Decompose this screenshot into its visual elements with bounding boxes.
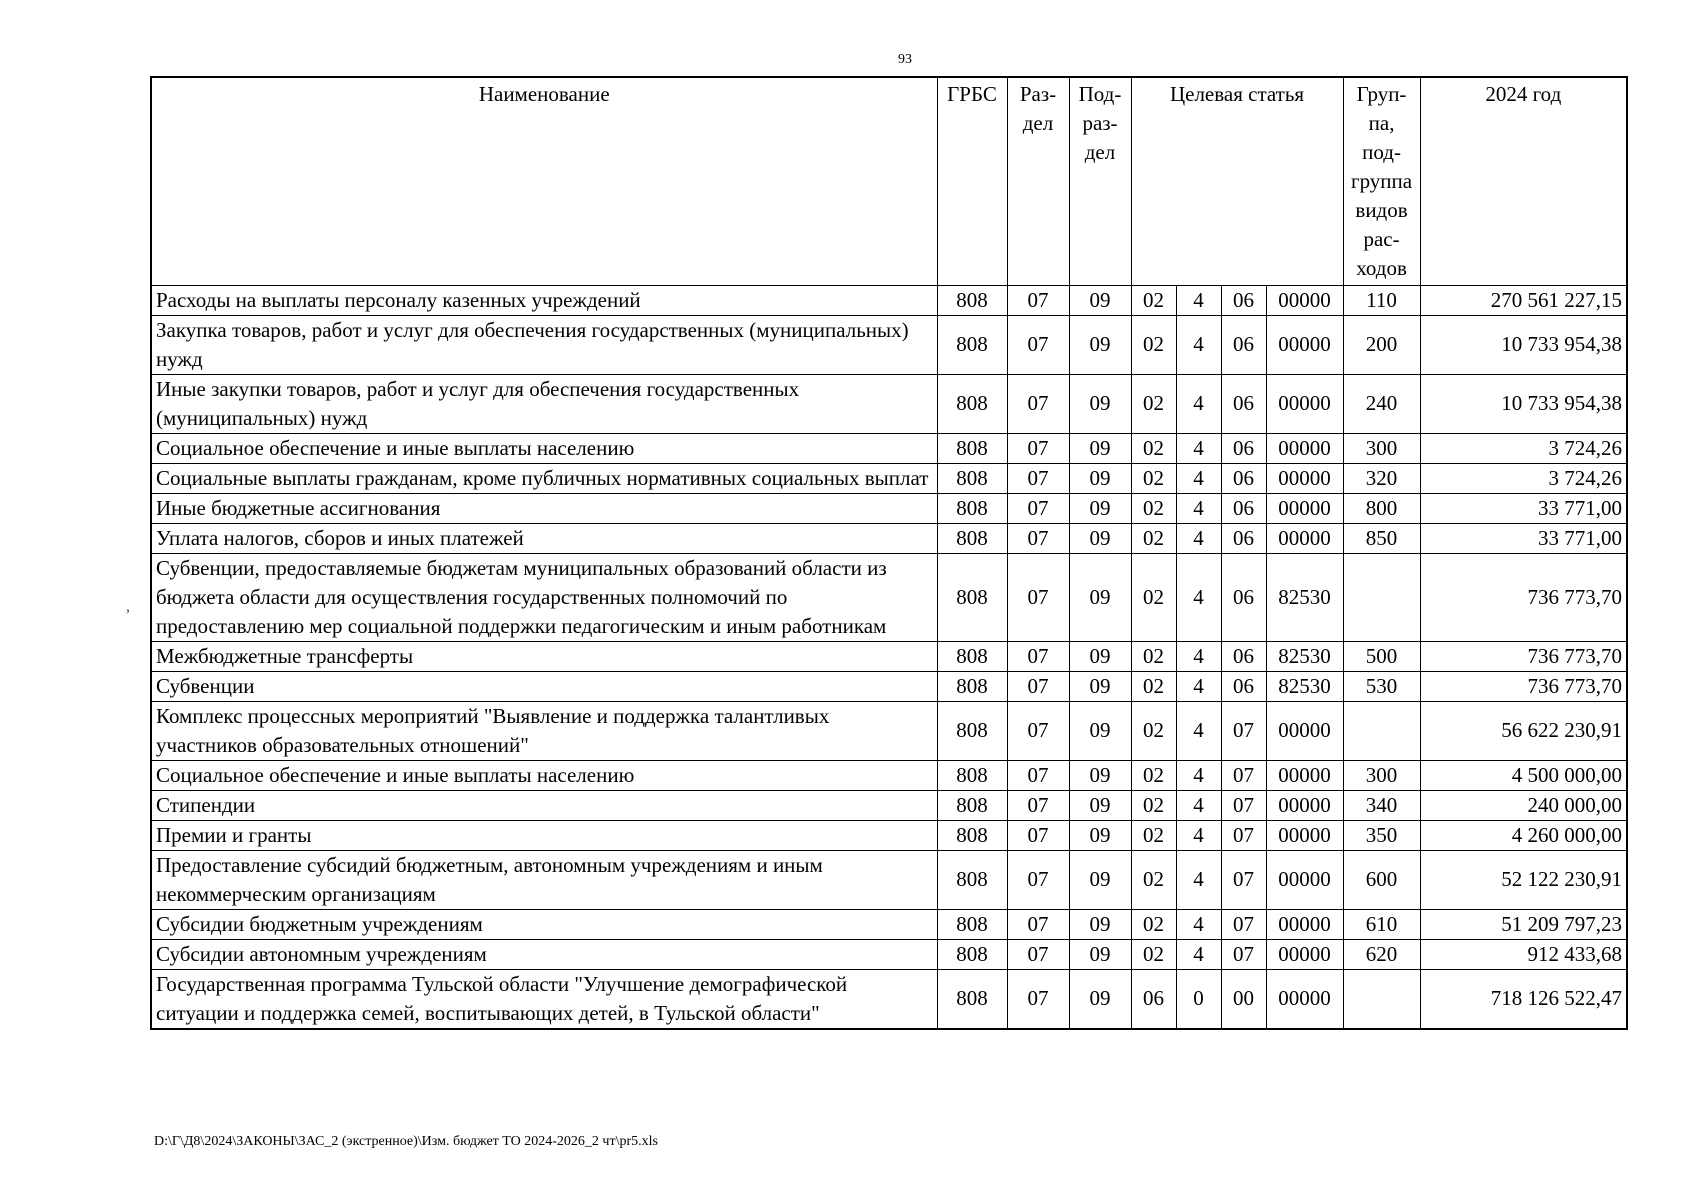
target-type-cell: 4 <box>1176 850 1221 909</box>
target-type-cell: 4 <box>1176 433 1221 463</box>
table-row <box>151 523 1627 553</box>
target-direction-cell: 00000 <box>1266 523 1343 553</box>
header-name: Наименование <box>151 77 937 285</box>
target-direction-cell: 00000 <box>1266 909 1343 939</box>
target-program-cell: 02 <box>1131 553 1176 641</box>
target-program-cell: 02 <box>1131 285 1176 315</box>
amount-2024-cell: 240 000,00 <box>1420 790 1627 820</box>
row-name-cell: Уплата налогов, сборов и иных платежей <box>151 523 937 553</box>
podrazdel-cell: 09 <box>1069 433 1131 463</box>
grbs-cell: 808 <box>937 939 1007 969</box>
razdel-cell: 07 <box>1007 523 1069 553</box>
grbs-cell: 808 <box>937 285 1007 315</box>
target-direction-cell: 00000 <box>1266 969 1343 1029</box>
podrazdel-cell: 09 <box>1069 463 1131 493</box>
razdel-cell: 07 <box>1007 285 1069 315</box>
target-direction-cell: 82530 <box>1266 641 1343 671</box>
target-direction-cell: 00000 <box>1266 790 1343 820</box>
table-row <box>151 315 1627 374</box>
table-row <box>151 790 1627 820</box>
target-type-cell: 4 <box>1176 493 1221 523</box>
budget-table <box>150 76 1628 1030</box>
target-type-cell: 4 <box>1176 641 1221 671</box>
target-program-cell: 02 <box>1131 493 1176 523</box>
target-complex-cell: 06 <box>1221 315 1266 374</box>
target-type-cell: 4 <box>1176 820 1221 850</box>
razdel-cell: 07 <box>1007 850 1069 909</box>
target-direction-cell: 00000 <box>1266 850 1343 909</box>
expense-group-cell: 350 <box>1343 820 1420 850</box>
podrazdel-cell: 09 <box>1069 553 1131 641</box>
podrazdel-cell: 09 <box>1069 374 1131 433</box>
row-name-cell: Премии и гранты <box>151 820 937 850</box>
target-program-cell: 02 <box>1131 523 1176 553</box>
target-type-cell: 4 <box>1176 909 1221 939</box>
podrazdel-cell: 09 <box>1069 820 1131 850</box>
target-program-cell: 02 <box>1131 641 1176 671</box>
target-complex-cell: 06 <box>1221 285 1266 315</box>
target-complex-cell: 07 <box>1221 760 1266 790</box>
row-name-cell: Предоставление субсидий бюджетным, автономным учреждениям и иным некоммерческим организациям <box>151 850 937 909</box>
razdel-cell: 07 <box>1007 463 1069 493</box>
footer-file-path: D:\Г\Д8\2024\ЗАКОНЫ\ЗАС_2 (экстренное)\Изм. бюджет ТО 2024-2026_2 чт\pr5.xls <box>154 1134 658 1149</box>
row-name-cell: Иные бюджетные ассигнования <box>151 493 937 523</box>
target-type-cell: 4 <box>1176 790 1221 820</box>
target-direction-cell: 00000 <box>1266 760 1343 790</box>
grbs-cell: 808 <box>937 671 1007 701</box>
target-direction-cell: 00000 <box>1266 463 1343 493</box>
razdel-cell: 07 <box>1007 969 1069 1029</box>
target-type-cell: 4 <box>1176 463 1221 493</box>
expense-group-cell: 800 <box>1343 493 1420 523</box>
grbs-cell: 808 <box>937 701 1007 760</box>
grbs-cell: 808 <box>937 969 1007 1029</box>
header-expense-group: Груп- па, под- группа видов рас- ходов <box>1343 77 1420 285</box>
target-complex-cell: 06 <box>1221 641 1266 671</box>
table-row <box>151 641 1627 671</box>
grbs-cell: 808 <box>937 523 1007 553</box>
target-program-cell: 02 <box>1131 374 1176 433</box>
row-name-cell: Закупка товаров, работ и услуг для обеспечения государственных (муниципальных) нужд <box>151 315 937 374</box>
razdel-cell: 07 <box>1007 939 1069 969</box>
target-type-cell: 4 <box>1176 671 1221 701</box>
expense-group-cell <box>1343 553 1420 641</box>
expense-group-cell: 300 <box>1343 433 1420 463</box>
target-type-cell: 4 <box>1176 939 1221 969</box>
grbs-cell: 808 <box>937 790 1007 820</box>
amount-2024-cell: 736 773,70 <box>1420 553 1627 641</box>
expense-group-cell: 610 <box>1343 909 1420 939</box>
target-complex-cell: 07 <box>1221 820 1266 850</box>
podrazdel-cell: 09 <box>1069 641 1131 671</box>
amount-2024-cell: 4 500 000,00 <box>1420 760 1627 790</box>
expense-group-cell: 620 <box>1343 939 1420 969</box>
target-direction-cell: 00000 <box>1266 493 1343 523</box>
razdel-cell: 07 <box>1007 790 1069 820</box>
table-row <box>151 909 1627 939</box>
row-name-cell: Государственная программа Тульской области "Улучшение демографической ситуации и поддержка семей, воспитывающих детей, в Тульской области" <box>151 969 937 1029</box>
podrazdel-cell: 09 <box>1069 969 1131 1029</box>
target-program-cell: 02 <box>1131 909 1176 939</box>
amount-2024-cell: 718 126 522,47 <box>1420 969 1627 1029</box>
amount-2024-cell: 10 733 954,38 <box>1420 315 1627 374</box>
table-row <box>151 760 1627 790</box>
amount-2024-cell: 270 561 227,15 <box>1420 285 1627 315</box>
razdel-cell: 07 <box>1007 671 1069 701</box>
margin-mark: , <box>126 598 130 615</box>
podrazdel-cell: 09 <box>1069 493 1131 523</box>
podrazdel-cell: 09 <box>1069 523 1131 553</box>
table-row <box>151 969 1627 1029</box>
row-name-cell: Иные закупки товаров, работ и услуг для обеспечения государственных (муниципальных) нужд <box>151 374 937 433</box>
target-direction-cell: 00000 <box>1266 701 1343 760</box>
row-name-cell: Субсидии автономным учреждениям <box>151 939 937 969</box>
amount-2024-cell: 56 622 230,91 <box>1420 701 1627 760</box>
table-row <box>151 553 1627 641</box>
amount-2024-cell: 33 771,00 <box>1420 493 1627 523</box>
target-program-cell: 02 <box>1131 760 1176 790</box>
target-type-cell: 0 <box>1176 969 1221 1029</box>
target-program-cell: 02 <box>1131 315 1176 374</box>
expense-group-cell: 320 <box>1343 463 1420 493</box>
amount-2024-cell: 4 260 000,00 <box>1420 820 1627 850</box>
target-complex-cell: 00 <box>1221 969 1266 1029</box>
amount-2024-cell: 52 122 230,91 <box>1420 850 1627 909</box>
row-name-cell: Социальное обеспечение и иные выплаты населению <box>151 433 937 463</box>
table-header-row <box>151 77 1627 285</box>
podrazdel-cell: 09 <box>1069 850 1131 909</box>
target-complex-cell: 07 <box>1221 701 1266 760</box>
target-type-cell: 4 <box>1176 315 1221 374</box>
table-row <box>151 701 1627 760</box>
row-name-cell: Межбюджетные трансферты <box>151 641 937 671</box>
razdel-cell: 07 <box>1007 374 1069 433</box>
expense-group-cell: 110 <box>1343 285 1420 315</box>
target-program-cell: 02 <box>1131 850 1176 909</box>
amount-2024-cell: 736 773,70 <box>1420 641 1627 671</box>
target-type-cell: 4 <box>1176 553 1221 641</box>
razdel-cell: 07 <box>1007 315 1069 374</box>
target-program-cell: 02 <box>1131 433 1176 463</box>
expense-group-cell: 600 <box>1343 850 1420 909</box>
table-body <box>151 285 1627 1029</box>
grbs-cell: 808 <box>937 493 1007 523</box>
table-row <box>151 850 1627 909</box>
target-complex-cell: 07 <box>1221 790 1266 820</box>
target-direction-cell: 82530 <box>1266 671 1343 701</box>
razdel-cell: 07 <box>1007 433 1069 463</box>
target-type-cell: 4 <box>1176 760 1221 790</box>
amount-2024-cell: 736 773,70 <box>1420 671 1627 701</box>
target-program-cell: 02 <box>1131 790 1176 820</box>
target-program-cell: 06 <box>1131 969 1176 1029</box>
razdel-cell: 07 <box>1007 909 1069 939</box>
grbs-cell: 808 <box>937 463 1007 493</box>
expense-group-cell: 850 <box>1343 523 1420 553</box>
expense-group-cell: 300 <box>1343 760 1420 790</box>
grbs-cell: 808 <box>937 641 1007 671</box>
row-name-cell: Стипендии <box>151 790 937 820</box>
target-direction-cell: 00000 <box>1266 285 1343 315</box>
podrazdel-cell: 09 <box>1069 285 1131 315</box>
amount-2024-cell: 912 433,68 <box>1420 939 1627 969</box>
amount-2024-cell: 33 771,00 <box>1420 523 1627 553</box>
target-complex-cell: 06 <box>1221 553 1266 641</box>
target-program-cell: 02 <box>1131 671 1176 701</box>
grbs-cell: 808 <box>937 820 1007 850</box>
razdel-cell: 07 <box>1007 701 1069 760</box>
page-number: 93 <box>898 52 912 67</box>
podrazdel-cell: 09 <box>1069 939 1131 969</box>
target-type-cell: 4 <box>1176 285 1221 315</box>
header-year-2024: 2024 год <box>1420 77 1627 285</box>
podrazdel-cell: 09 <box>1069 315 1131 374</box>
amount-2024-cell: 3 724,26 <box>1420 433 1627 463</box>
expense-group-cell: 530 <box>1343 671 1420 701</box>
row-name-cell: Социальные выплаты гражданам, кроме публичных нормативных социальных выплат <box>151 463 937 493</box>
target-complex-cell: 06 <box>1221 671 1266 701</box>
target-program-cell: 02 <box>1131 463 1176 493</box>
razdel-cell: 07 <box>1007 493 1069 523</box>
grbs-cell: 808 <box>937 909 1007 939</box>
header-podrazdel: Под- раз- дел <box>1069 77 1131 285</box>
grbs-cell: 808 <box>937 433 1007 463</box>
target-type-cell: 4 <box>1176 523 1221 553</box>
table-row <box>151 285 1627 315</box>
target-complex-cell: 06 <box>1221 433 1266 463</box>
podrazdel-cell: 09 <box>1069 671 1131 701</box>
grbs-cell: 808 <box>937 315 1007 374</box>
expense-group-cell <box>1343 701 1420 760</box>
amount-2024-cell: 10 733 954,38 <box>1420 374 1627 433</box>
podrazdel-cell: 09 <box>1069 701 1131 760</box>
table-row <box>151 671 1627 701</box>
target-direction-cell: 00000 <box>1266 374 1343 433</box>
target-program-cell: 02 <box>1131 701 1176 760</box>
table-row <box>151 374 1627 433</box>
razdel-cell: 07 <box>1007 553 1069 641</box>
grbs-cell: 808 <box>937 374 1007 433</box>
expense-group-cell: 200 <box>1343 315 1420 374</box>
header-grbs: ГРБС <box>937 77 1007 285</box>
podrazdel-cell: 09 <box>1069 909 1131 939</box>
razdel-cell: 07 <box>1007 760 1069 790</box>
expense-group-cell: 240 <box>1343 374 1420 433</box>
podrazdel-cell: 09 <box>1069 760 1131 790</box>
target-direction-cell: 00000 <box>1266 939 1343 969</box>
expense-group-cell: 340 <box>1343 790 1420 820</box>
expense-group-cell: 500 <box>1343 641 1420 671</box>
razdel-cell: 07 <box>1007 820 1069 850</box>
target-direction-cell: 00000 <box>1266 433 1343 463</box>
target-complex-cell: 07 <box>1221 909 1266 939</box>
grbs-cell: 808 <box>937 850 1007 909</box>
table-row <box>151 463 1627 493</box>
row-name-cell: Субвенции <box>151 671 937 701</box>
grbs-cell: 808 <box>937 553 1007 641</box>
target-complex-cell: 06 <box>1221 493 1266 523</box>
target-complex-cell: 07 <box>1221 939 1266 969</box>
row-name-cell: Субвенции, предоставляемые бюджетам муниципальных образований области из бюджета области для осуществления государственных полномочий по предоставлению мер социальной поддержки педагогическим и иным работникам <box>151 553 937 641</box>
row-name-cell: Социальное обеспечение и иные выплаты населению <box>151 760 937 790</box>
table-row <box>151 433 1627 463</box>
target-program-cell: 02 <box>1131 939 1176 969</box>
target-complex-cell: 06 <box>1221 374 1266 433</box>
grbs-cell: 808 <box>937 760 1007 790</box>
table-row <box>151 939 1627 969</box>
target-program-cell: 02 <box>1131 820 1176 850</box>
table-row <box>151 493 1627 523</box>
target-complex-cell: 06 <box>1221 523 1266 553</box>
amount-2024-cell: 3 724,26 <box>1420 463 1627 493</box>
header-target-article: Целевая статья <box>1131 77 1343 285</box>
target-direction-cell: 00000 <box>1266 820 1343 850</box>
target-type-cell: 4 <box>1176 374 1221 433</box>
podrazdel-cell: 09 <box>1069 790 1131 820</box>
row-name-cell: Комплекс процессных мероприятий "Выявление и поддержка талантливых участников образовательных отношений" <box>151 701 937 760</box>
expense-group-cell <box>1343 969 1420 1029</box>
target-complex-cell: 07 <box>1221 850 1266 909</box>
header-razdel: Раз- дел <box>1007 77 1069 285</box>
target-direction-cell: 00000 <box>1266 315 1343 374</box>
table-row <box>151 820 1627 850</box>
target-direction-cell: 82530 <box>1266 553 1343 641</box>
target-complex-cell: 06 <box>1221 463 1266 493</box>
amount-2024-cell: 51 209 797,23 <box>1420 909 1627 939</box>
target-type-cell: 4 <box>1176 701 1221 760</box>
razdel-cell: 07 <box>1007 641 1069 671</box>
row-name-cell: Расходы на выплаты персоналу казенных учреждений <box>151 285 937 315</box>
row-name-cell: Субсидии бюджетным учреждениям <box>151 909 937 939</box>
